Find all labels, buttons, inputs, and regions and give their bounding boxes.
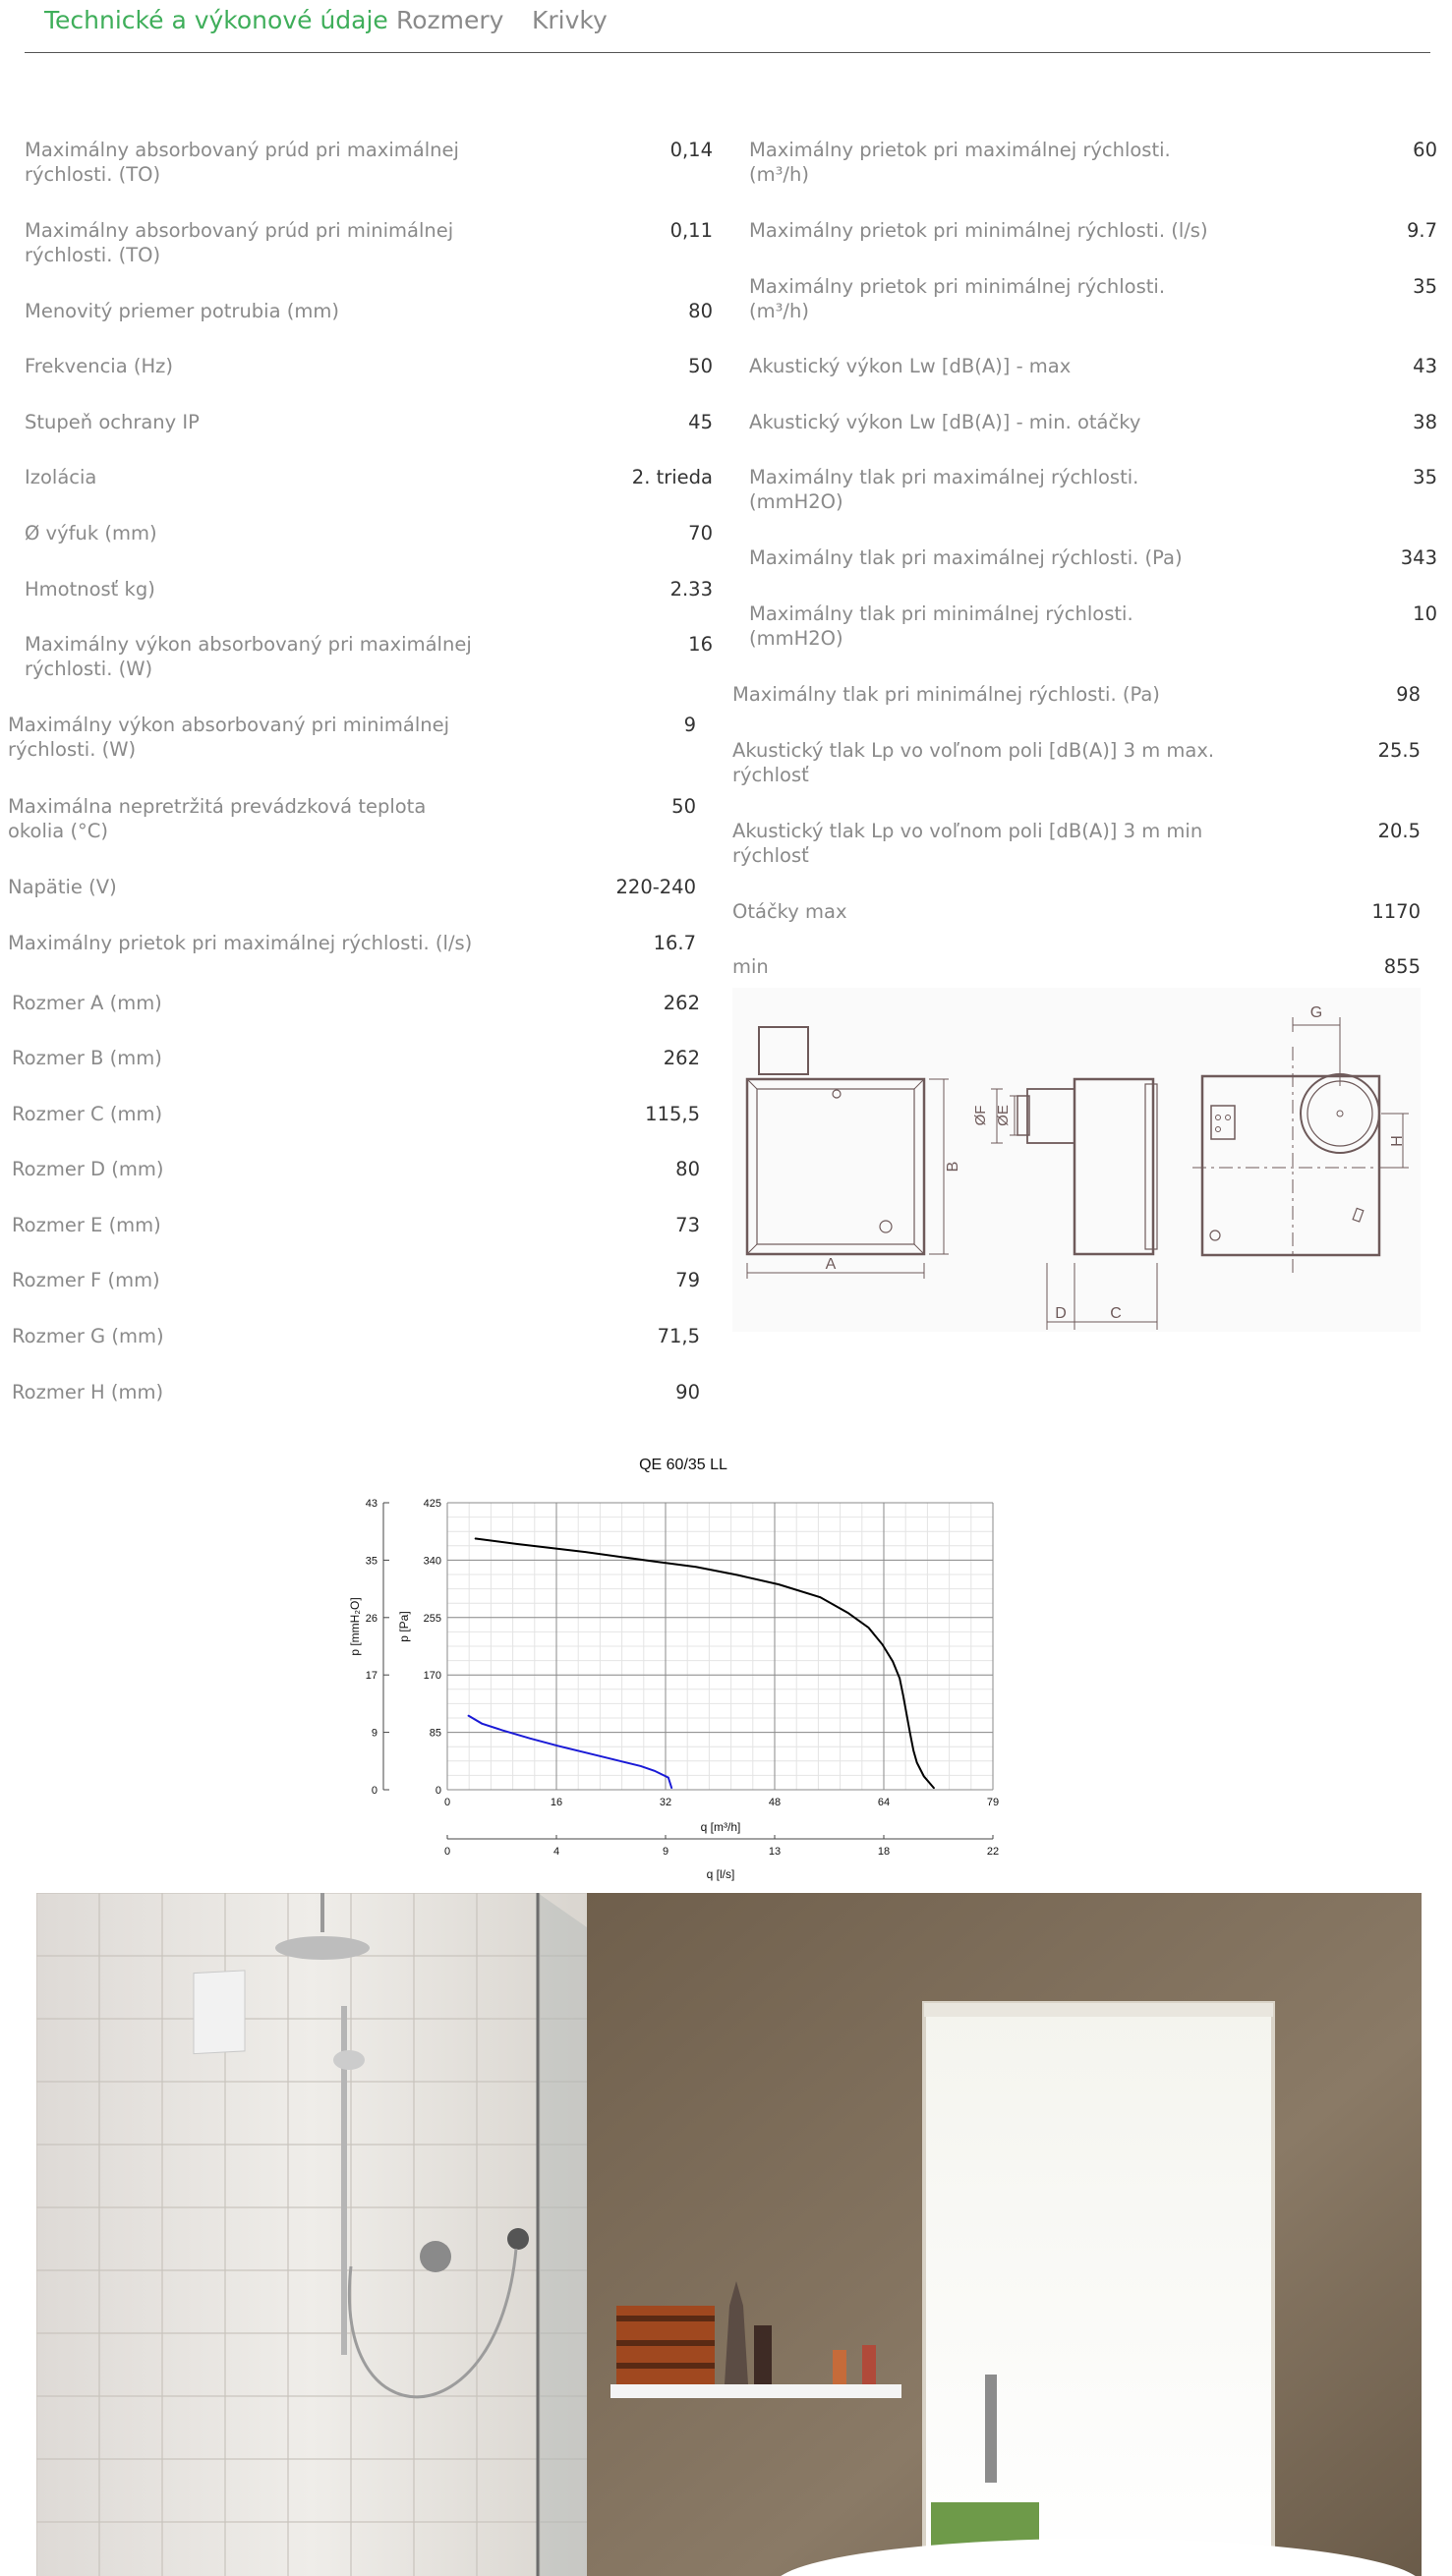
y-tick-label: 340 bbox=[423, 1555, 441, 1568]
dimension-label: Rozmer D (mm) bbox=[12, 1158, 164, 1180]
series-point bbox=[468, 1715, 469, 1716]
y2-tick-label: 9 bbox=[371, 1727, 378, 1740]
dimension-value: 71,5 bbox=[657, 1325, 700, 1347]
dimension-value: 90 bbox=[675, 1381, 700, 1403]
series-point bbox=[847, 1612, 848, 1613]
series-point bbox=[906, 1714, 907, 1715]
x2-tick-label: 22 bbox=[986, 1846, 1000, 1858]
dimension-label: Rozmer E (mm) bbox=[12, 1214, 161, 1236]
spec-label: Menovitý priemer potrubia (mm) bbox=[25, 300, 339, 322]
x-tick-label: 48 bbox=[768, 1797, 782, 1808]
series-point bbox=[868, 1628, 869, 1629]
spec-label: Maximálny výkon absorbovaný pri minimálnej rýchlosti. (W) bbox=[8, 714, 450, 761]
spec-value: 1170 bbox=[1371, 900, 1421, 923]
x-tick-label: 79 bbox=[986, 1797, 1000, 1808]
label-f: ØF bbox=[972, 1105, 989, 1126]
series-point bbox=[654, 1561, 655, 1562]
y-axis-label: p [Pa] bbox=[397, 1611, 411, 1642]
label-d: D bbox=[1055, 1305, 1067, 1322]
series-point bbox=[585, 1552, 586, 1553]
x2-tick-label: 18 bbox=[877, 1846, 891, 1858]
y2-tick-label: 26 bbox=[365, 1612, 378, 1625]
series-point bbox=[482, 1723, 483, 1724]
x-tick-label: 0 bbox=[443, 1797, 451, 1808]
spec-label: Frekvencia (Hz) bbox=[25, 355, 173, 377]
spec-value: 2.33 bbox=[669, 578, 713, 601]
x-tick-label: 16 bbox=[550, 1797, 563, 1808]
spec-value: 35 bbox=[1413, 275, 1437, 298]
y2-axis-label: p [mmH₂O] bbox=[348, 1597, 362, 1656]
x2-tick-label: 9 bbox=[662, 1846, 669, 1858]
x2-tick-label: 13 bbox=[768, 1846, 782, 1858]
spec-label: Akustický tlak Lp vo voľnom poli [dB(A)] 3 m min rýchlosť bbox=[732, 820, 1203, 867]
y2-tick-label: 43 bbox=[365, 1498, 378, 1510]
spec-label: Akustický výkon Lw [dB(A)] - min. otáčky bbox=[749, 411, 1141, 433]
series-line-max bbox=[475, 1538, 934, 1788]
spec-label: Maximálny absorbovaný prúd pri maximálnej rýchlosti. (TO) bbox=[25, 139, 459, 186]
spec-label: Maximálny prietok pri maximálnej rýchlosti. (m³/h) bbox=[749, 139, 1171, 186]
dimension-value: 73 bbox=[675, 1214, 700, 1236]
x-tick-label: 64 bbox=[877, 1797, 891, 1808]
dimension-value: 262 bbox=[663, 1047, 700, 1069]
y2-tick-label: 35 bbox=[365, 1555, 378, 1568]
spec-label: Maximálny výkon absorbovaný pri maximálnej rýchlosti. (W) bbox=[25, 633, 472, 680]
label-b: B bbox=[945, 1161, 961, 1173]
label-a: A bbox=[825, 1256, 837, 1273]
series-point bbox=[909, 1733, 910, 1734]
spec-label: Akustický tlak Lp vo voľnom poli [dB(A)] 3 m max. rýchlosť bbox=[732, 739, 1215, 786]
spec-value: 343 bbox=[1400, 546, 1437, 569]
spec-value: 50 bbox=[671, 795, 696, 818]
spec-label: Maximálna nepretržitá prevádzková teplota okolia (°C) bbox=[8, 795, 427, 842]
chart-ticks bbox=[366, 1498, 999, 1858]
spec-label: Otáčky max bbox=[732, 900, 847, 923]
y-tick-label: 425 bbox=[423, 1498, 441, 1510]
dimension-value: 115,5 bbox=[645, 1103, 700, 1125]
spec-value: 38 bbox=[1413, 411, 1437, 433]
spec-label: Hmotnosť kg) bbox=[25, 578, 155, 601]
y2-tick-label: 0 bbox=[371, 1785, 378, 1797]
spec-label: Maximálny prietok pri maximálnej rýchlosti. (l/s) bbox=[8, 932, 473, 954]
dimension-value: 262 bbox=[663, 992, 700, 1014]
y-tick-label: 0 bbox=[435, 1785, 441, 1797]
series-point bbox=[516, 1543, 517, 1544]
spec-label: Ø výfuk (mm) bbox=[25, 522, 157, 544]
spec-value: 2. trieda bbox=[631, 466, 713, 488]
performance-chart bbox=[334, 1479, 1022, 1892]
spec-label: Stupeň ochrany IP bbox=[25, 411, 200, 433]
series-point bbox=[902, 1694, 903, 1695]
spec-value: 45 bbox=[688, 411, 713, 433]
tab-dimensions[interactable]: Rozmery bbox=[396, 6, 504, 34]
spec-value: 220-240 bbox=[615, 876, 696, 898]
label-h: H bbox=[1389, 1135, 1406, 1147]
spec-label: Napätie (V) bbox=[8, 876, 117, 898]
spec-value: 80 bbox=[688, 300, 713, 322]
spec-value: 35 bbox=[1413, 466, 1437, 488]
label-e: ØE bbox=[995, 1105, 1012, 1126]
dimension-label: Rozmer C (mm) bbox=[12, 1103, 163, 1125]
y-tick-label: 85 bbox=[429, 1727, 441, 1740]
x-tick-label: 32 bbox=[659, 1797, 672, 1808]
spec-label: Maximálny tlak pri minimálnej rýchlosti. (mmH2O) bbox=[749, 602, 1133, 650]
x-axis-label: q [m³/h] bbox=[700, 1820, 741, 1834]
spec-value: 25.5 bbox=[1377, 739, 1421, 762]
series-point bbox=[913, 1750, 914, 1751]
series-point bbox=[585, 1752, 586, 1753]
spec-value: 0,14 bbox=[669, 139, 713, 161]
spec-value: 9 bbox=[683, 714, 696, 736]
series-point bbox=[695, 1567, 696, 1568]
spec-label: Maximálny prietok pri minimálnej rýchlosti. (l/s) bbox=[749, 219, 1208, 242]
spec-value: 855 bbox=[1383, 955, 1421, 978]
spec-value: 50 bbox=[688, 355, 713, 377]
spec-value: 20.5 bbox=[1377, 820, 1421, 842]
series-point bbox=[779, 1584, 780, 1585]
series-point bbox=[671, 1788, 672, 1789]
series-point bbox=[737, 1574, 738, 1575]
dimension-label: Rozmer A (mm) bbox=[12, 992, 162, 1014]
spec-value: 16 bbox=[688, 633, 713, 656]
spec-label: Maximálny absorbovaný prúd pri minimálnej rýchlosti. (TO) bbox=[25, 219, 454, 266]
spec-label: min bbox=[732, 955, 769, 978]
series-point bbox=[923, 1776, 924, 1777]
series-point bbox=[612, 1759, 613, 1760]
dimension-label: Rozmer B (mm) bbox=[12, 1047, 162, 1069]
label-c: C bbox=[1110, 1305, 1122, 1322]
y2-tick-label: 17 bbox=[365, 1670, 378, 1683]
spec-value: 16.7 bbox=[653, 932, 696, 954]
dimension-label: Rozmer F (mm) bbox=[12, 1269, 160, 1291]
tab-technical-data[interactable]: Technické a výkonové údaje bbox=[44, 6, 388, 34]
series-point bbox=[654, 1770, 655, 1771]
dimension-value: 80 bbox=[675, 1158, 700, 1180]
dimension-drawing bbox=[732, 988, 1421, 1332]
spec-value: 98 bbox=[1396, 683, 1421, 706]
spec-value: 10 bbox=[1413, 602, 1437, 625]
series-line-min bbox=[468, 1715, 671, 1788]
series-point bbox=[934, 1788, 935, 1789]
spec-label: Maximálny tlak pri maximálnej rýchlosti. (Pa) bbox=[749, 546, 1183, 569]
chart-series bbox=[468, 1538, 935, 1789]
tab-bar bbox=[25, 0, 1430, 53]
dimension-label: Rozmer G (mm) bbox=[12, 1325, 164, 1347]
series-point bbox=[893, 1661, 894, 1662]
x2-tick-label: 4 bbox=[552, 1846, 560, 1858]
dimension-value: 79 bbox=[675, 1269, 700, 1291]
spec-value: 43 bbox=[1413, 355, 1437, 377]
label-g: G bbox=[1309, 1004, 1323, 1021]
spec-value: 0,11 bbox=[669, 219, 713, 242]
spec-value: 9.7 bbox=[1406, 219, 1437, 242]
spec-label: Maximálny tlak pri maximálnej rýchlosti. (mmH2O) bbox=[749, 466, 1139, 513]
tab-curves[interactable]: Krivky bbox=[532, 6, 608, 34]
y-tick-label: 170 bbox=[423, 1670, 441, 1683]
chart-title: QE 60/35 LL bbox=[639, 1457, 727, 1473]
series-point bbox=[475, 1538, 476, 1539]
series-point bbox=[882, 1644, 883, 1645]
y-tick-label: 255 bbox=[423, 1612, 441, 1625]
series-point bbox=[502, 1730, 503, 1731]
spec-value: 70 bbox=[688, 522, 713, 544]
spec-label: Maximálny prietok pri minimálnej rýchlosti. (m³/h) bbox=[749, 275, 1166, 322]
spec-value: 60 bbox=[1413, 139, 1437, 161]
series-point bbox=[820, 1597, 821, 1598]
x2-tick-label: 0 bbox=[443, 1846, 451, 1858]
x2-axis-label: q [l/s] bbox=[706, 1867, 735, 1881]
series-point bbox=[530, 1738, 531, 1739]
spec-label: Akustický výkon Lw [dB(A)] - max bbox=[749, 355, 1072, 377]
bathroom-photo bbox=[36, 1893, 1422, 2576]
series-point bbox=[640, 1765, 641, 1766]
dimension-label: Rozmer H (mm) bbox=[12, 1381, 164, 1403]
series-point bbox=[916, 1762, 917, 1763]
spec-label: Maximálny tlak pri minimálnej rýchlosti. (Pa) bbox=[732, 683, 1160, 706]
spec-label: Izolácia bbox=[25, 466, 97, 488]
